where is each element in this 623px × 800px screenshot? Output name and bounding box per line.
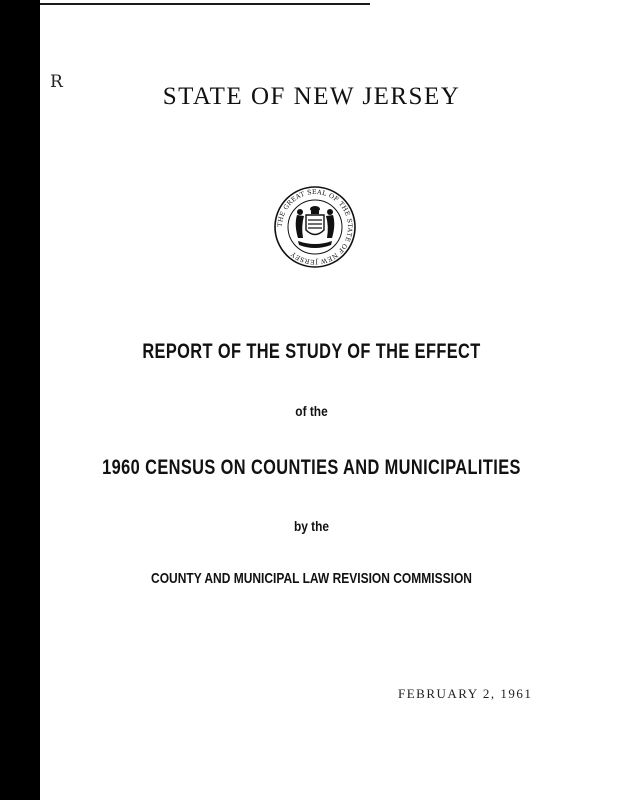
- report-title: REPORT OF THE STUDY OF THE EFFECT: [142, 340, 481, 363]
- scan-top-edge: [40, 3, 370, 5]
- great-seal-icon: [273, 185, 357, 269]
- census-line: 1960 CENSUS ON COUNTIES AND MUNICIPALITIES: [102, 456, 521, 479]
- commission-name: COUNTY AND MUNICIPAL LAW REVISION COMMISSION: [151, 570, 472, 587]
- report-date: FEBRUARY 2, 1961: [398, 686, 533, 701]
- state-title: STATE OF NEW JERSEY: [162, 83, 461, 110]
- of-the-line: of the: [295, 403, 328, 419]
- seal-ring-text: THE GREAT SEAL OF THE STATE OF NEW JERSEY: [276, 188, 354, 266]
- scan-edge-bar: [0, 0, 40, 800]
- by-the-line: by the: [293, 518, 330, 534]
- margin-mark: R: [50, 72, 63, 92]
